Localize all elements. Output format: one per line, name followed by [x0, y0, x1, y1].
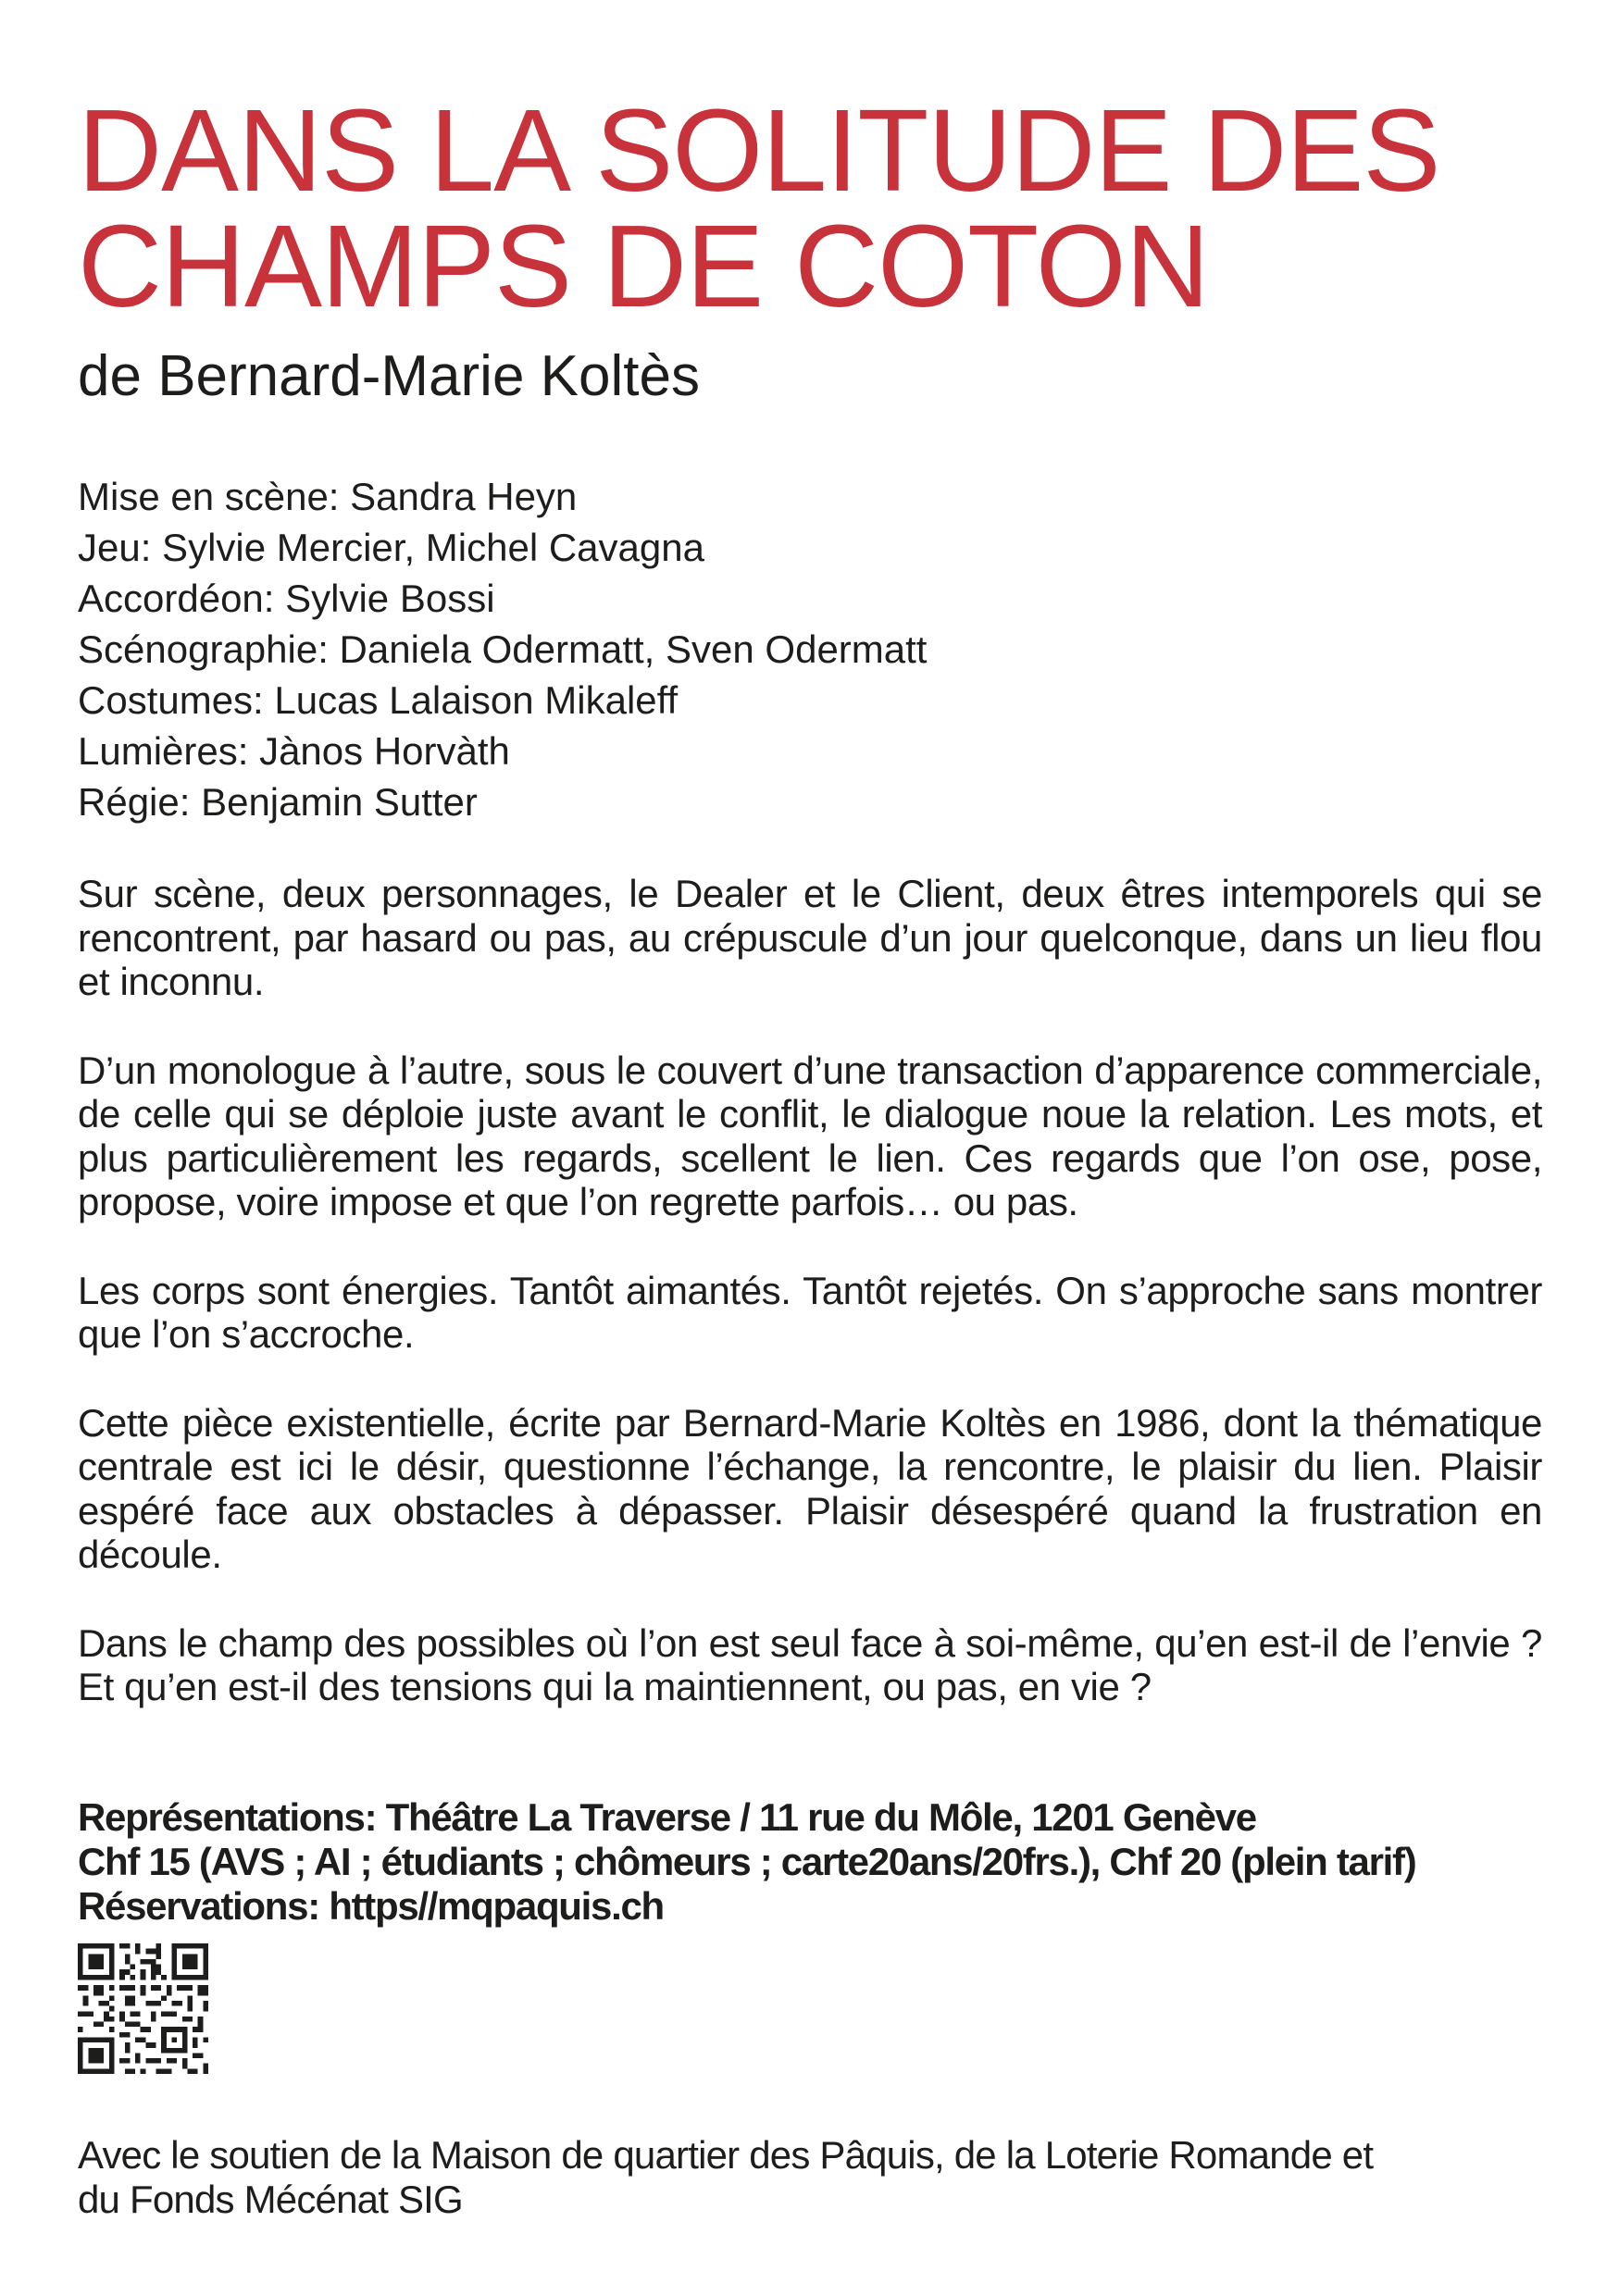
title-line-1: DANS LA SOLITUDE DES: [78, 85, 1440, 216]
support-line-2: du Fonds Mécénat SIG: [78, 2178, 463, 2221]
reservations-line[interactable]: Réservations: https//mqpaquis.ch: [78, 1884, 664, 1928]
venue-line: Représentations: Théâtre La Traverse / 11 rue du Môle, 1201 Genève: [78, 1795, 1256, 1839]
description: [78, 872, 1542, 1709]
credit-costumes: Costumes: Lucas Lalaison Mikaleff: [78, 678, 679, 722]
author-line: de Bernard-Marie Koltès: [78, 344, 700, 408]
prices-line: Chf 15 (AVS ; AI ; étudiants ; chômeurs ; carte20ans/20frs.), Chf 20 (plein tarif): [78, 1840, 1416, 1883]
description-paragraph-4: Cette pièce existentielle, écrite par Bernard-Marie Koltès en 1986, dont la thématique centrale est ici le désir, questionne l’échange, la rencontre, le plaisir du lien. Plaisir espéré face aux obstacles à dépasser. Plaisir désespéré quand la frustration en découle.: [78, 1400, 1542, 1576]
credit-jeu: Jeu: Sylvie Mercier, Michel Cavagna: [78, 526, 704, 569]
practical-info: [78, 1795, 1415, 1929]
credit-lumieres: Lumières: Jànos Horvàth: [78, 729, 510, 773]
credit-scenographie: Scénographie: Daniela Odermatt, Sven Odermatt: [78, 627, 928, 671]
title-line-2: CHAMPS DE COTON: [78, 201, 1209, 331]
qr-code-icon[interactable]: [78, 1943, 208, 2074]
description-paragraph-3: Les corps sont énergies. Tantôt aimantés. Tantôt rejetés. On s’approche sans montrer que l’on s’accroche.: [78, 1268, 1542, 1356]
credit-regie: Régie: Benjamin Sutter: [78, 780, 478, 824]
description-paragraph-5: Dans le champ des possibles où l’on est seul face à soi-même, qu’en est-il de l’envie ? Et qu’en est-il des tensions qui la maintiennent, ou pas, en vie ?: [78, 1620, 1542, 1708]
description-paragraph-2: D’un monologue à l’autre, sous le couvert d’une transaction d’apparence commerciale, de celle qui se déploie juste avant le conflit, le dialogue noue la relation. Les mots, et plus particulièrement les regards, scellent le lien. Ces regards que l’on ose, pose, propose, voire impose et que l’on regrette parfois… ou pas.: [78, 1048, 1542, 1223]
description-paragraph-1: Sur scène, deux personnages, le Dealer et le Client, deux êtres intemporels qui se rencontrent, par hasard ou pas, au crépuscule d’un jour quelconque, dans un lieu flou et inconnu.: [78, 872, 1542, 1003]
support-credits: [78, 2133, 1373, 2222]
credit-accordeon: Accordéon: Sylvie Bossi: [78, 577, 495, 620]
page-title: [78, 85, 1559, 331]
credit-mise-en-scene: Mise en scène: Sandra Heyn: [78, 475, 578, 518]
credits-list: [78, 471, 927, 827]
support-line-1: Avec le soutien de la Maison de quartier des Pâquis, de la Loterie Romande et: [78, 2133, 1374, 2177]
